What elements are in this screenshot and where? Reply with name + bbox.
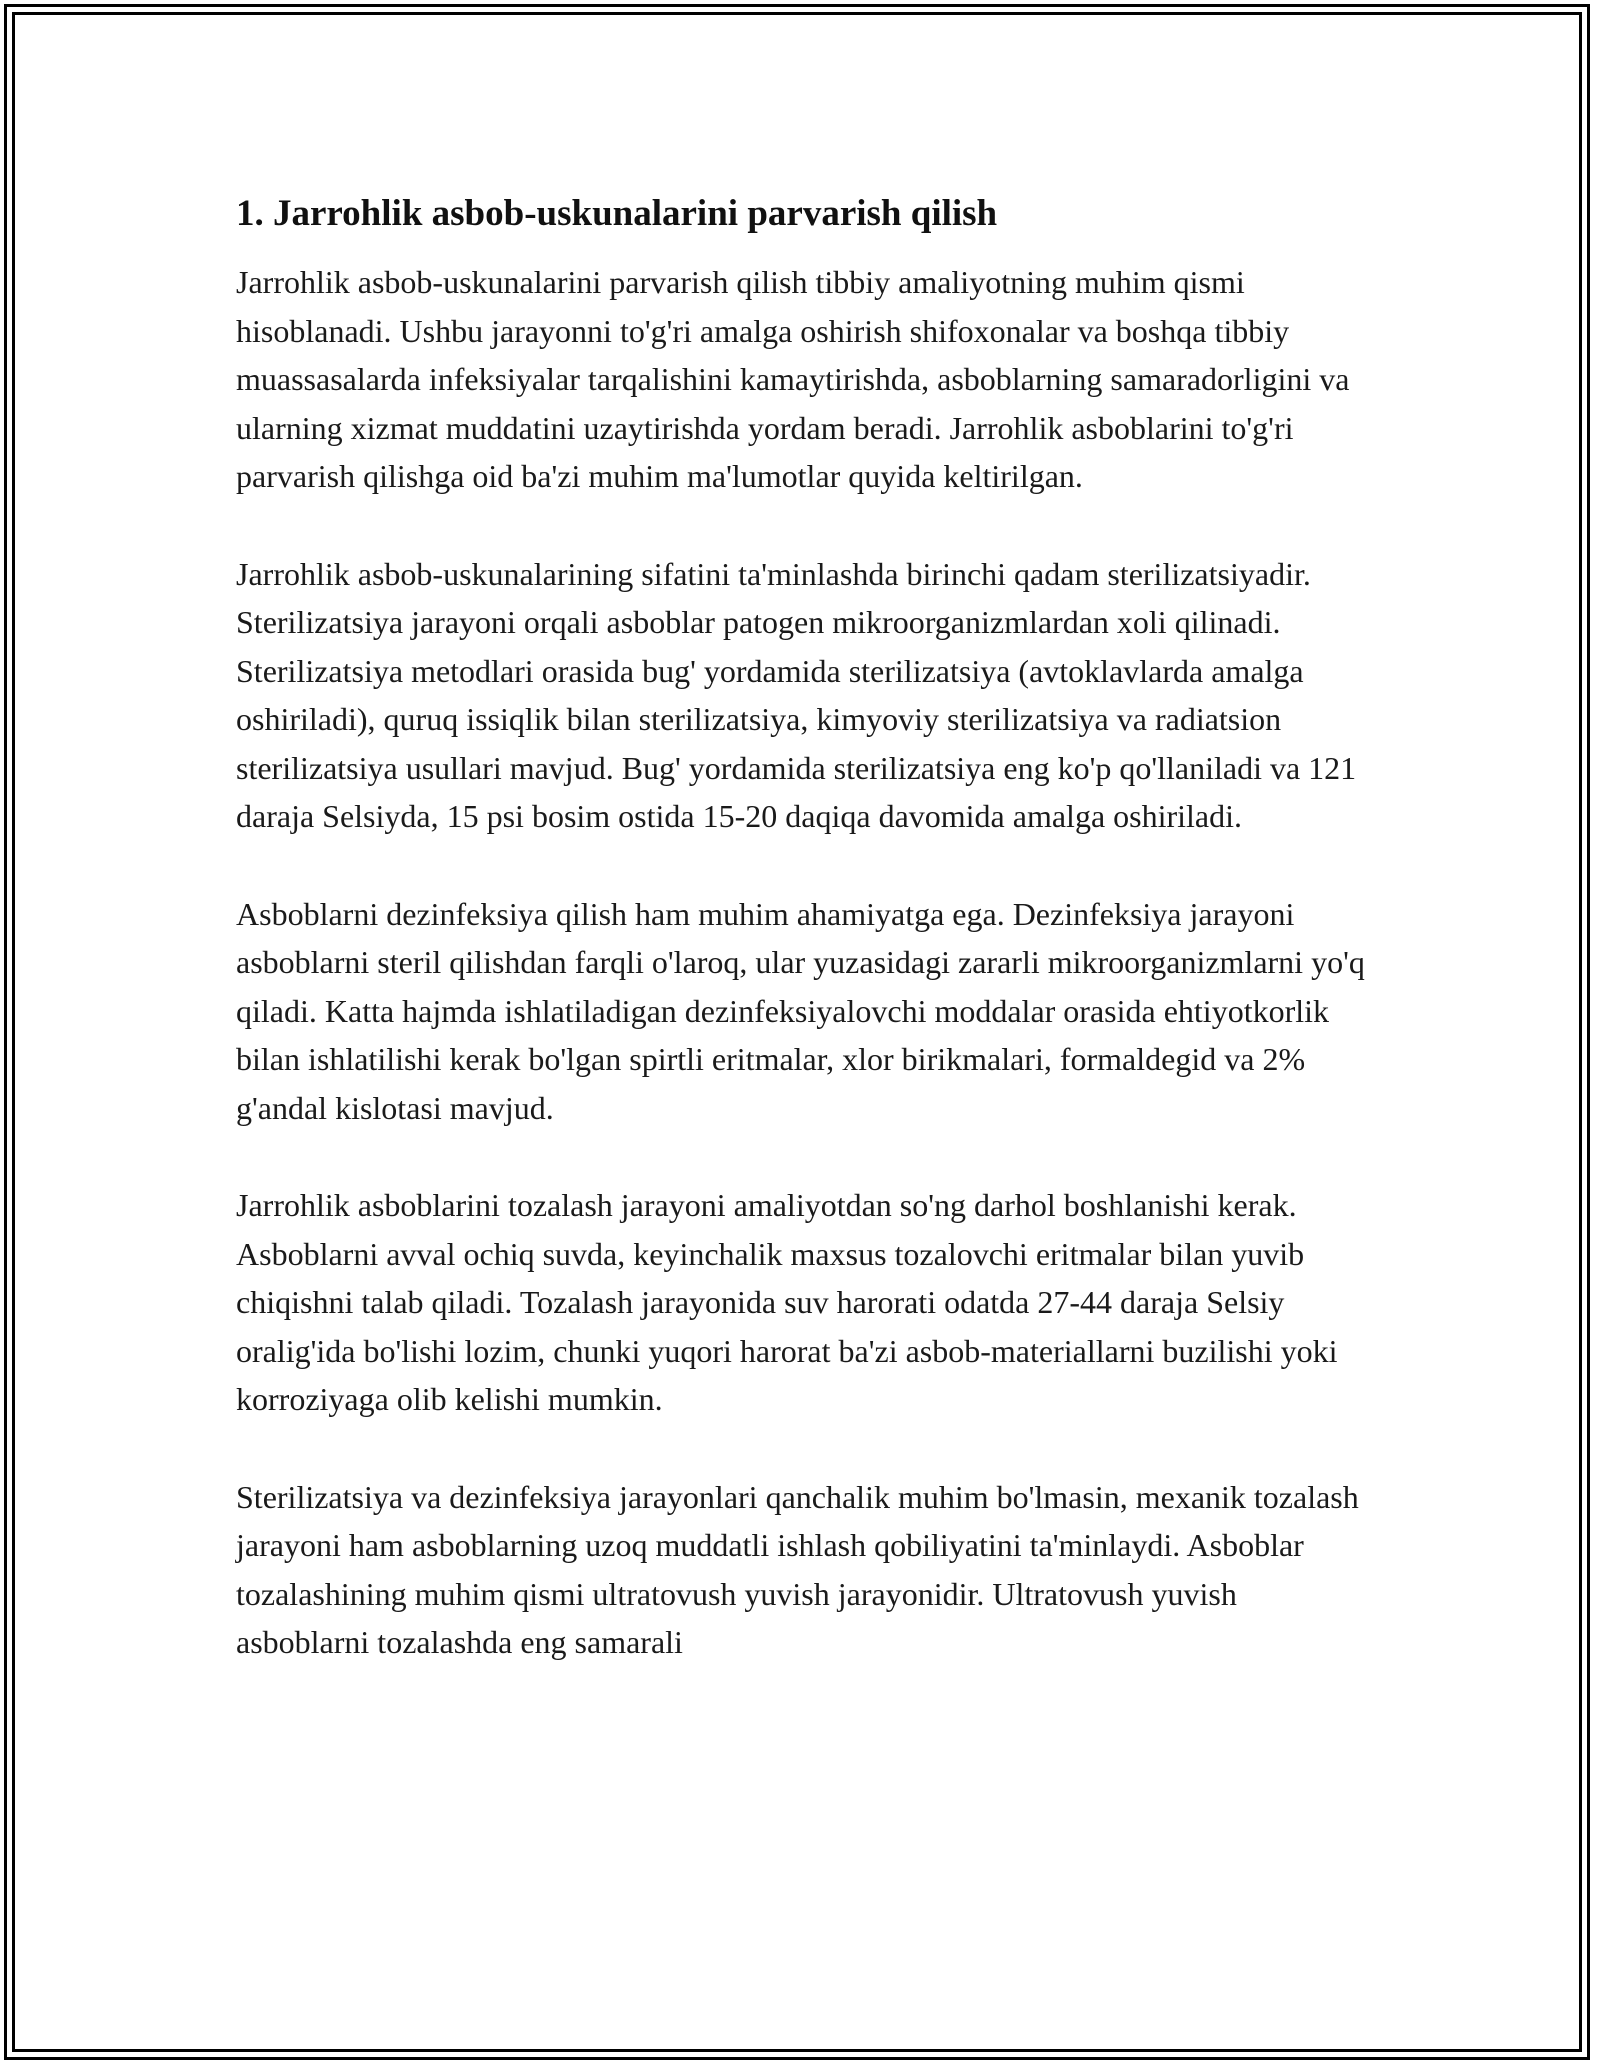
paragraph-sterilization: Jarrohlik asbob-uskunalarining sifatini ta'minlashda birinchi qadam sterilizatsiyadir. Sterilizatsiya jarayoni orqali asboblar patogen mikroorganizmlardan xoli qilinadi. Sterilizatsiya metodlari orasida bug' yordamida sterilizatsiya (avtoklavlarda amalga oshiriladi), quruq issiqlik bilan sterilizatsiya, kimyoviy sterilizatsiya va radiatsion sterilizatsiya usullari mavjud. Bug' yordamida sterilizatsiya eng ko'p qo'llaniladi va 121 daraja Selsiyda, 15 psi bosim ostida 15-20 daqiqa davomida amalga oshiriladi. bbox=[236, 555, 1357, 834]
document-body bbox=[236, 186, 1366, 1716]
paragraph-mechanical-cleaning: Sterilizatsiya va dezinfeksiya jarayonlari qanchalik muhim bo'lmasin, mexanik tozalash jarayoni ham asboblarning uzoq muddatli ishlash qobiliyatini ta'minlaydi. Asboblar tozalashining muhim qismi ultratovush yuvish jarayonidir. Ultratovush yuvish asboblarni tozalashda eng samarali bbox=[236, 1478, 1359, 1660]
paragraph-disinfection: Asboblarni dezinfeksiya qilish ham muhim ahamiyatga ega. Dezinfeksiya jarayoni asboblarni steril qilishdan farqli o'laroq, ular yuzasidagi zararli mikroorganizmlarni yo'q qiladi. Katta hajmda ishlatiladigan dezinfeksiyalovchi moddalar orasida ehtiyotkorlik bilan ishlatilishi kerak bo'lgan spirtli eritmalar, xlor birikmalari, formaldegid va 2% g'andal kislotasi mavjud. bbox=[236, 895, 1365, 1126]
paragraph-intro: Jarrohlik asbob-uskunalarini parvarish qilish tibbiy amaliyotning muhim qismi hisoblanadi. Ushbu jarayonni to'g'ri amalga oshirish shifoxonalar va boshqa tibbiy muassasalarda infeksiyalar tarqalishini kamaytirishda, asboblarning samaradorligini va ularning xizmat muddatini uzaytirishda yordam beradi. Jarrohlik asboblarini to'g'ri parvarish qilishga oid ba'zi muhim ma'lumotlar quyida keltirilgan. bbox=[236, 264, 1350, 494]
page-title: 1. Jarrohlik asbob-uskunalarini parvarish qilish bbox=[236, 193, 998, 234]
paragraph-cleaning: Jarrohlik asboblarini tozalash jarayoni amaliyotdan so'ng darhol boshlanishi kerak. Asboblarni avval ochiq suvda, keyinchalik maxsus tozalovchi eritmalar bilan yuvib chiqishni talab qiladi. Tozalash jarayonida suv harorati odatda 27-44 daraja Selsiy oralig'ida bo'lishi lozim, chunki yuqori harorat ba'zi asbob-materiallarni buzilishi yoki korroziyaga olib kelishi mumkin. bbox=[236, 1187, 1338, 1417]
